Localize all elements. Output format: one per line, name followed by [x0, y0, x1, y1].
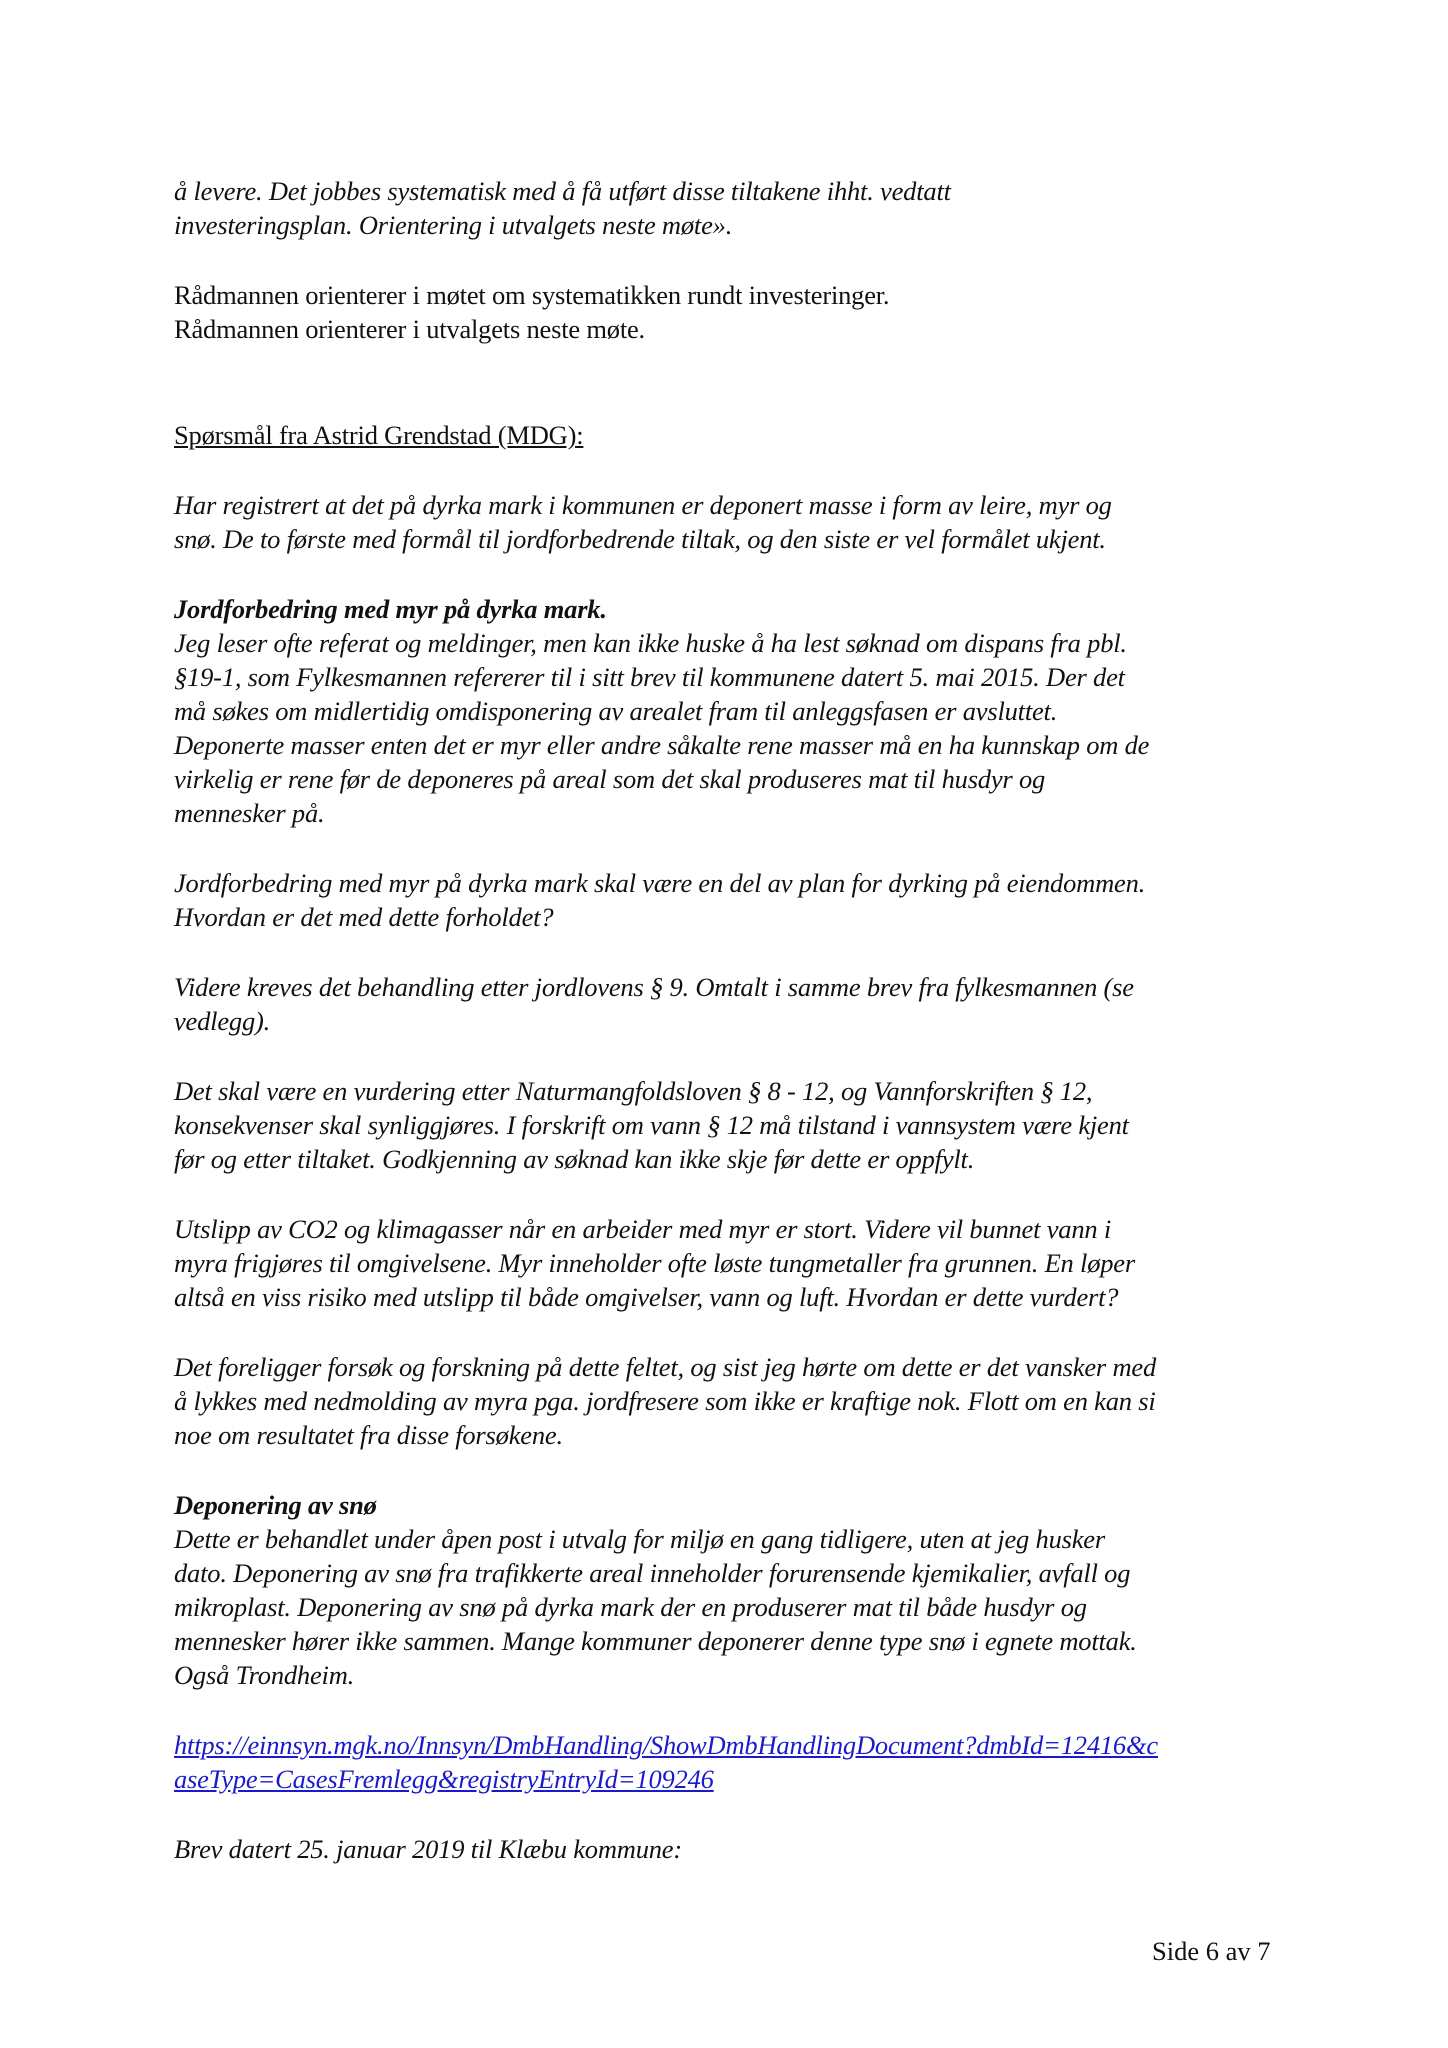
section-heading-jordforbedring: Jordforbedring med myr på dyrka mark.	[174, 594, 607, 624]
section2-para1-line: mennesker hører ikke sammen. Mange kommuner deponerer denne type snø i egnete mottak.	[174, 1626, 1137, 1656]
question-heading: Spørsmål fra Astrid Grendstad (MDG):	[174, 420, 584, 450]
einnsyn-link[interactable]: https://einnsyn.mgk.no/Innsyn/DmbHandling/ShowDmbHandlingDocument?dmbId=12416&c	[174, 1730, 1158, 1760]
section1-para4-line: konsekvenser skal synliggjøres. I forskrift om vann § 12 må tilstand i vannsystem være kjent	[174, 1110, 1129, 1140]
section1-para2-line: Hvordan er det med dette forholdet?	[174, 902, 554, 932]
question-intro-line: snø. De to første med formål til jordforbedrende tiltak, og den siste er vel formålet ukjent.	[174, 524, 1106, 554]
letter-note: Brev datert 25. januar 2019 til Klæbu kommune:	[174, 1834, 682, 1864]
section1-para4-line: før og etter tiltaket. Godkjenning av søknad kan ikke skje før dette er oppfylt.	[174, 1144, 975, 1174]
section2-para1-line: dato. Deponering av snø fra trafikkerte areal inneholder forurensende kjemikalier, avfall og	[174, 1558, 1131, 1588]
section1-para1-line: §19-1, som Fylkesmannen refererer til i sitt brev til kommunene datert 5. mai 2015. Der det	[174, 662, 1125, 692]
section1-para4-line: Det skal være en vurdering etter Naturmangfoldsloven § 8 - 12, og Vannforskriften § 12,	[174, 1076, 1093, 1106]
response-line: Rådmannen orienterer i møtet om systematikken rundt investeringer.	[174, 280, 890, 310]
response-line: Rådmannen orienterer i utvalgets neste møte.	[174, 314, 645, 344]
intro-quote-line: å levere. Det jobbes systematisk med å få utført disse tiltakene ihht. vedtatt	[174, 176, 951, 206]
section1-para1-line: må søkes om midlertidig omdisponering av arealet fram til anleggsfasen er avsluttet.	[174, 696, 1058, 726]
section1-para1-line: Deponerte masser enten det er myr eller andre såkalte rene masser må en ha kunnskap om de	[174, 730, 1150, 760]
section1-para6-line: Det foreligger forsøk og forskning på dette feltet, og sist jeg hørte om dette er det vansker med	[174, 1352, 1157, 1382]
section1-para5-line: Utslipp av CO2 og klimagasser når en arbeider med myr er stort. Videre vil bunnet vann i	[174, 1214, 1112, 1244]
einnsyn-link-continued[interactable]: aseType=CasesFremlegg&registryEntryId=109246	[174, 1764, 714, 1794]
section2-para1-line: mikroplast. Deponering av snø på dyrka mark der en produserer mat til både husdyr og	[174, 1592, 1087, 1622]
intro-quote-line: investeringsplan. Orientering i utvalgets neste møte».	[174, 210, 733, 240]
section1-para1-line: Jeg leser ofte referat og meldinger, men kan ikke huske å ha lest søknad om dispans fra pbl.	[174, 628, 1127, 658]
section1-para2-line: Jordforbedring med myr på dyrka mark skal være en del av plan for dyrking på eiendommen.	[174, 868, 1146, 898]
section1-para5-line: altså en viss risiko med utslipp til både omgivelser, vann og luft. Hvordan er dette vurdert?	[174, 1282, 1119, 1312]
question-intro-line: Har registrert at det på dyrka mark i kommunen er deponert masse i form av leire, myr og	[174, 490, 1112, 520]
section2-para1-line: Også Trondheim.	[174, 1660, 355, 1690]
section1-para1-line: virkelig er rene før de deponeres på areal som det skal produseres mat til husdyr og	[174, 764, 1046, 794]
section1-para6-line: å lykkes med nedmolding av myra pga. jordfresere som ikke er kraftige nok. Flott om en kan si	[174, 1386, 1156, 1416]
section1-para6-line: noe om resultatet fra disse forsøkene.	[174, 1420, 563, 1450]
page-number: Side 6 av 7	[1152, 1936, 1271, 1966]
section-heading-deponering-sno: Deponering av snø	[174, 1490, 377, 1520]
section1-para3-line: vedlegg).	[174, 1006, 271, 1036]
section2-para1-line: Dette er behandlet under åpen post i utvalg for miljø en gang tidligere, uten at jeg husker	[174, 1524, 1105, 1554]
section1-para5-line: myra frigjøres til omgivelsene. Myr inneholder ofte løste tungmetaller fra grunnen. En løper	[174, 1248, 1135, 1278]
section1-para3-line: Videre kreves det behandling etter jordlovens § 9. Omtalt i samme brev fra fylkesmannen (se	[174, 972, 1134, 1002]
section1-para1-line: mennesker på.	[174, 798, 325, 828]
